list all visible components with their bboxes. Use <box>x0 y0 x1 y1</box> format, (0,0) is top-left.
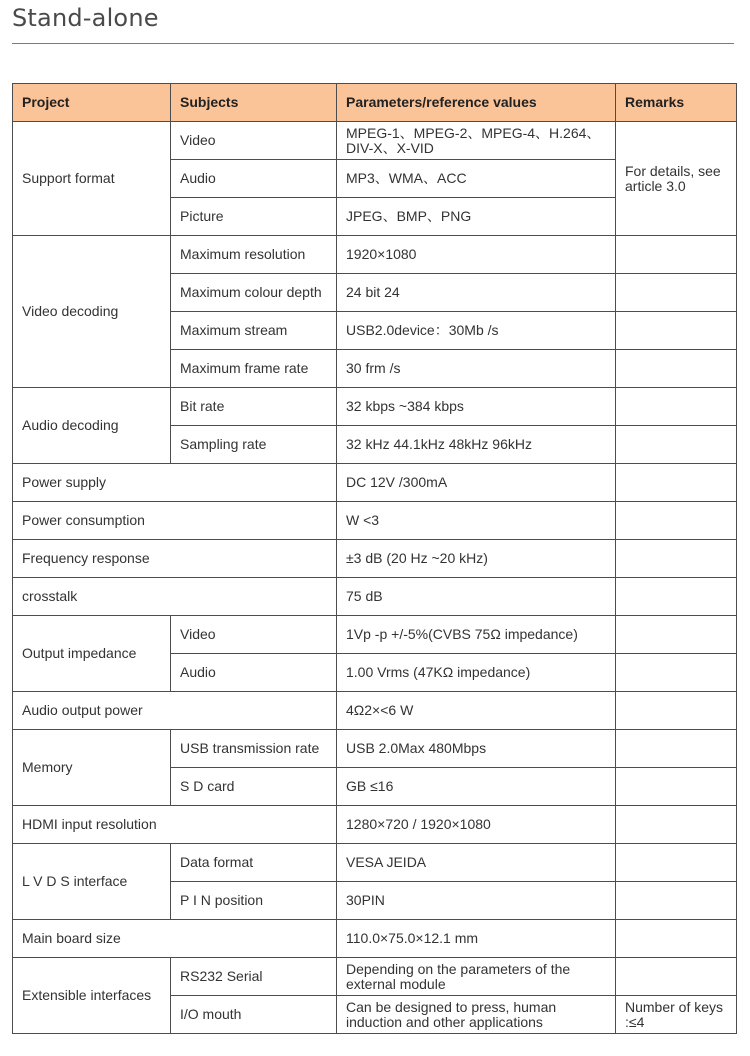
table-row <box>13 122 737 160</box>
spec-table <box>12 83 737 1034</box>
remark-cell <box>616 920 737 958</box>
value-cell: 32 kbps ~384 kbps <box>337 388 616 426</box>
remark-cell <box>616 388 737 426</box>
value-cell: 30PIN <box>337 882 616 920</box>
table-row <box>13 388 737 426</box>
remark-cell <box>616 654 737 692</box>
remark-cell <box>616 540 737 578</box>
remark-cell <box>616 616 737 654</box>
project-extensible-interfaces: Extensible interfaces <box>13 958 171 1034</box>
value-cell: VESA JEIDA <box>337 844 616 882</box>
value-cell: MP3、WMA、ACC <box>337 160 616 198</box>
table-row <box>13 730 737 768</box>
subject-cell: Video <box>171 616 337 654</box>
remark-cell <box>616 578 737 616</box>
value-cell: GB ≤16 <box>337 768 616 806</box>
subject-cell: Sampling rate <box>171 426 337 464</box>
subject-cell: I/O mouth <box>171 996 337 1034</box>
remark-support-format: For details, see article 3.0 <box>616 122 737 236</box>
remark-cell <box>616 464 737 502</box>
table-row <box>13 692 737 730</box>
project-memory: Memory <box>13 730 171 806</box>
value-cell: 4Ω2×<6 W <box>337 692 616 730</box>
remark-cell <box>616 502 737 540</box>
header-project: Project <box>13 84 171 122</box>
value-cell: 75 dB <box>337 578 616 616</box>
page-title: Stand-alone <box>12 4 159 32</box>
project-support-format: Support format <box>13 122 171 236</box>
value-cell: ±3 dB (20 Hz ~20 kHz) <box>337 540 616 578</box>
table-row <box>13 616 737 654</box>
value-cell: USB 2.0Max 480Mbps <box>337 730 616 768</box>
project-lvds-interface: L V D S interface <box>13 844 171 920</box>
header-subjects: Subjects <box>171 84 337 122</box>
table-row <box>13 806 737 844</box>
subject-cell: Maximum resolution <box>171 236 337 274</box>
remark-cell <box>616 350 737 388</box>
value-cell: 30 frm /s <box>337 350 616 388</box>
subject-cell: Maximum colour depth <box>171 274 337 312</box>
table-row <box>13 578 737 616</box>
remark-cell <box>616 844 737 882</box>
remark-cell <box>616 426 737 464</box>
subject-cell: USB transmission rate <box>171 730 337 768</box>
table-row <box>13 502 737 540</box>
remark-cell <box>616 312 737 350</box>
value-cell: 32 kHz 44.1kHz 48kHz 96kHz <box>337 426 616 464</box>
remark-cell <box>616 730 737 768</box>
remark-cell: Number of keys :≤4 <box>616 996 737 1034</box>
project-frequency-response: Frequency response <box>13 540 337 578</box>
project-audio-output-power: Audio output power <box>13 692 337 730</box>
project-main-board-size: Main board size <box>13 920 337 958</box>
remark-cell <box>616 692 737 730</box>
title-divider <box>12 43 734 44</box>
table-row <box>13 920 737 958</box>
table-row <box>13 464 737 502</box>
table-row <box>13 236 737 274</box>
subject-cell: Picture <box>171 198 337 236</box>
project-output-impedance: Output impedance <box>13 616 171 692</box>
value-cell: 1Vp -p +/-5%(CVBS 75Ω impedance) <box>337 616 616 654</box>
project-video-decoding: Video decoding <box>13 236 171 388</box>
remark-cell <box>616 958 737 996</box>
value-cell: 24 bit 24 <box>337 274 616 312</box>
value-cell: DC 12V /300mA <box>337 464 616 502</box>
subject-cell: P I N position <box>171 882 337 920</box>
subject-cell: Video <box>171 122 337 160</box>
value-cell: 1.00 Vrms (47KΩ impedance) <box>337 654 616 692</box>
subject-cell: RS232 Serial <box>171 958 337 996</box>
table-row <box>13 958 737 996</box>
value-cell: MPEG-1、MPEG-2、MPEG-4、H.264、DIV-X、X-VID <box>337 122 616 160</box>
remark-cell <box>616 274 737 312</box>
remark-cell <box>616 806 737 844</box>
subject-cell: S D card <box>171 768 337 806</box>
remark-cell <box>616 236 737 274</box>
table-row <box>13 844 737 882</box>
remark-cell <box>616 882 737 920</box>
subject-cell: Bit rate <box>171 388 337 426</box>
project-audio-decoding: Audio decoding <box>13 388 171 464</box>
subject-cell: Maximum stream <box>171 312 337 350</box>
project-power-consumption: Power consumption <box>13 502 337 540</box>
project-power-supply: Power supply <box>13 464 337 502</box>
value-cell: JPEG、BMP、PNG <box>337 198 616 236</box>
table-header-row <box>13 84 737 122</box>
header-remarks: Remarks <box>616 84 737 122</box>
value-cell: Depending on the parameters of the external module <box>337 958 616 996</box>
value-cell: Can be designed to press, human induction and other applications <box>337 996 616 1034</box>
table-row <box>13 540 737 578</box>
value-cell: 1920×1080 <box>337 236 616 274</box>
value-cell: 110.0×75.0×12.1 mm <box>337 920 616 958</box>
subject-cell: Data format <box>171 844 337 882</box>
header-parameters: Parameters/reference values <box>337 84 616 122</box>
subject-cell: Audio <box>171 160 337 198</box>
subject-cell: Audio <box>171 654 337 692</box>
project-crosstalk: crosstalk <box>13 578 337 616</box>
value-cell: W <3 <box>337 502 616 540</box>
subject-cell: Maximum frame rate <box>171 350 337 388</box>
value-cell: USB2.0device：30Mb /s <box>337 312 616 350</box>
value-cell: 1280×720 / 1920×1080 <box>337 806 616 844</box>
project-hdmi-input-resolution: HDMI input resolution <box>13 806 337 844</box>
remark-cell <box>616 768 737 806</box>
